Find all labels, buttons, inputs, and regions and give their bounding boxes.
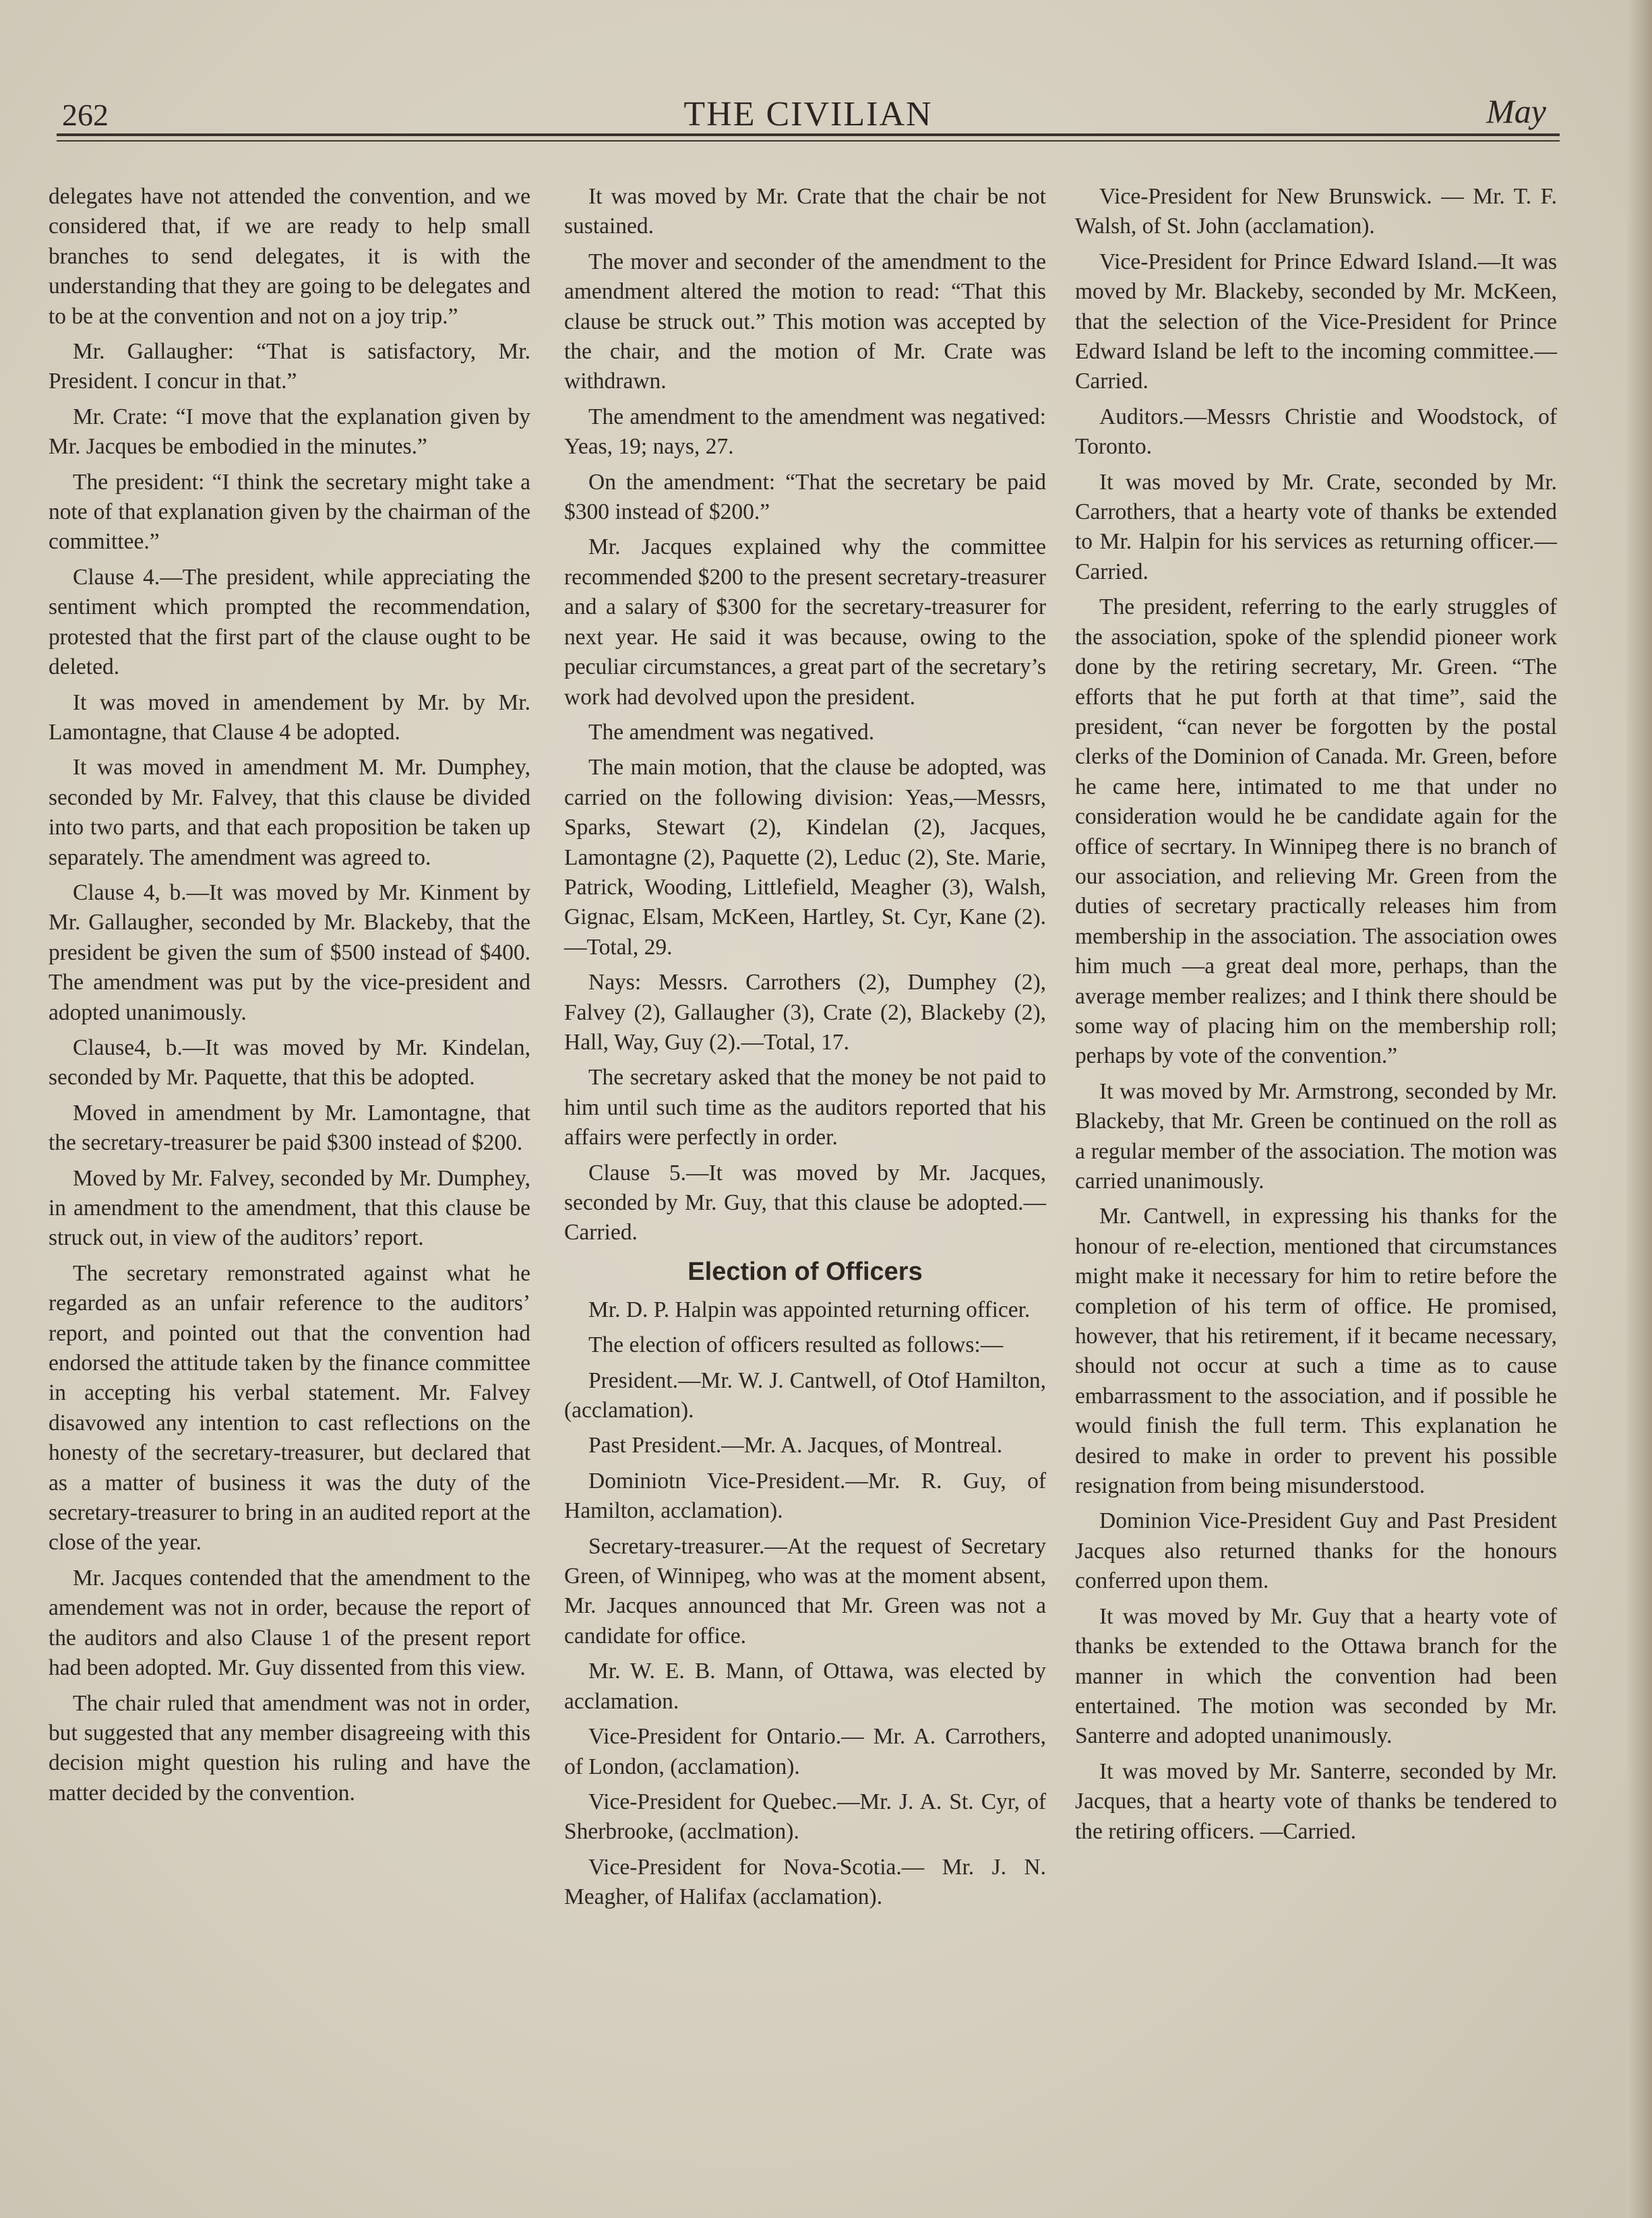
paragraph: Dominiotn Vice-President.—Mr. R. Guy, of Hamilton, acclamation). — [564, 1468, 1046, 1524]
paragraph: Vice-President for Prince Edward Island.—It was moved by Mr. Blackeby, seconded by Mr. McKeen, that the selection of the Vice-President for Prince Edward Island be left to the incoming committee.—Carried. — [1075, 249, 1557, 394]
paragraph: The president, referring to the early struggles of the association, spoke of the splendid pioneer work done by the retiring secretary, Mr. Green. “The efforts that he put forth at that time”, said the president, “can never be forgotten by the postal clerks of the Dominion of Canada. Mr. Green, before he came here, intimated to me that under no consideration would he be candidate again for the office of secrtary. In Winnipeg there is no branch of our association, and relieving Mr. Green from the duties of secretary practically releases him from membership in the association. The association owes him much —a great deal more, perhaps, than the average member realizes; and I think there should be some way of placing him on the membership roll; perhaps by vote of the convention.” — [1075, 594, 1557, 1069]
page-edge — [1626, 0, 1652, 2218]
paragraph: Clause 4, b.—It was moved by Mr. Kinment by Mr. Gallaugher, seconded by Mr. Blackeby, that the president be given the sum of $500 instead of $400. The amendment was put by the vice-president and adopted unanimously. — [49, 880, 530, 1025]
paragraph: The secretary remonstrated against what he regarded as an unfair reference to the auditors’ report, and pointed out that the convention had endorsed the attitude taken by the finance committee in accepting his verbal statement. Mr. Falvey disavowed any intention to cast reflections on the honesty of the secretary-treasurer, but declared that as a matter of business it was the duty of the secretary-treasurer to bring in an audited report at the close of the year. — [49, 1260, 530, 1555]
paragraph: Secretary-treasurer.—At the request of Secretary Green, of Winnipeg, who was at the moment absent, Mr. Jacques announced that Mr. Green was not a candidate for office. — [564, 1533, 1046, 1649]
paragraph: Vice-President for Quebec.—Mr. J. A. St. Cyr, of Sherbrooke, (acclmation). — [564, 1789, 1046, 1845]
paragraph: Clause 4.—The president, while appreciating the sentiment which prompted the recommendation, protested that the first part of the clause ought to be deleted. — [49, 564, 530, 680]
paragraph: Vice-President for New Brunswick. — Mr. T. F. Walsh, of St. John (acclamation). — [1075, 184, 1557, 239]
paragraph: Mr. W. E. B. Mann, of Ottawa, was elected by acclamation. — [564, 1659, 1046, 1714]
paragraph: Mr. Jacques contended that the amendment to the amendement was not in order, because the report of the auditors and also Clause 1 of the present report had been adopted. Mr. Guy dissented from this view. — [49, 1565, 530, 1681]
paragraph: Mr. D. P. Halpin was appointed returning officer. — [588, 1297, 1031, 1322]
paragraph: The election of officers resulted as follows:— — [588, 1332, 1004, 1358]
page-number: 262 — [62, 98, 109, 132]
paragraph: It was moved in amendment M. Mr. Dumphey, seconded by Mr. Falvey, that this clause be divided into two parts, and that each proposition be taken up separately. The amendment was agreed to. — [49, 755, 530, 870]
paragraph: Moved by Mr. Falvey, seconded by Mr. Dumphey, in amendment to the amendment, that this clause be struck out, in view of the auditors’ report. — [49, 1165, 530, 1251]
header-rule-thick — [57, 133, 1560, 136]
paragraph: Mr. Jacques explained why the committee recommended $200 to the present secretary-treasurer and a salary of $300 for the secretary-treasurer for next year. He said it was because, owing to the peculiar circumstances, a great part of the secretary’s work had devolved upon the president. — [564, 534, 1046, 710]
paragraph: Mr. Crate: “I move that the explanation given by Mr. Jacques be embodied in the minutes.” — [49, 404, 530, 460]
issue-month: May — [1486, 92, 1546, 130]
paragraph: Clause 5.—It was moved by Mr. Jacques, seconded by Mr. Guy, that this clause be adopted.—Carried. — [564, 1160, 1046, 1245]
paragraph: It was moved in amendement by Mr. by Mr. Lamontagne, that Clause 4 be adopted. — [49, 689, 530, 745]
paragraph: Mr. Gallaugher: “That is satisfactory, Mr. President. I concur in that.” — [49, 339, 530, 394]
paragraph: It was moved by Mr. Crate, seconded by Mr. Carrothers, that a hearty vote of thanks be extended to Mr. Halpin for his services as returning officer.—Carried. — [1075, 469, 1557, 584]
section-heading: Election of Officers — [687, 1257, 923, 1286]
header-rule-thin — [57, 140, 1560, 142]
paragraph: Vice-President for Ontario.— Mr. A. Carrothers, of London, (acclamation). — [564, 1724, 1046, 1779]
paragraph: The main motion, that the clause be adopted, was carried on the following division: Yeas,—Messrs, Sparks, Stewart (2), Kindelan (2), Jacques, Lamontagne (2), Paquette (2), Leduc (2), Ste. Marie, Patrick, Wooding, Littlefield, Meagher (3), Walsh, Gignac, Elsam, McKeen, Hartley, St. Cyr, Kane (2).—Total, 29. — [564, 755, 1046, 960]
paragraph: The secretary asked that the money be not paid to him until such time as the auditors reported that his affairs were perfectly in order. — [564, 1065, 1046, 1150]
paragraph: delegates have not attended the convention, and we considered that, if we are ready to help small branches to send delegates, it is with the understanding that they are going to be delegates and to be at the convention and not on a joy trip.” — [49, 184, 530, 329]
paragraph: Dominion Vice-President Guy and Past President Jacques also returned thanks for the honours conferred upon them. — [1075, 1508, 1557, 1594]
paragraph: Moved in amendment by Mr. Lamontagne, that the secretary-treasurer be paid $300 instead of $200. — [49, 1100, 530, 1156]
paragraph: The chair ruled that amendment was not in order, but suggested that any member disagreeing with this decision might question his ruling and have the matter decided by the convention. — [49, 1690, 530, 1806]
paragraph: The mover and seconder of the amendment to the amendment altered the motion to read: “That this clause be struck out.” This motion was accepted by the chair, and the motion of Mr. Crate was withdrawn. — [564, 249, 1046, 394]
paragraph: Clause4, b.—It was moved by Mr. Kindelan, seconded by Mr. Paquette, that this be adopted. — [49, 1035, 530, 1090]
paragraph: It was moved by Mr. Santerre, seconded by Mr. Jacques, that a hearty vote of thanks be tendered to the retiring officers. —Carried. — [1075, 1758, 1557, 1844]
column-1 — [49, 182, 530, 1814]
paragraph: President.—Mr. W. J. Cantwell, of Otof Hamilton, (acclamation). — [564, 1367, 1046, 1423]
paragraph: Nays: Messrs. Carrothers (2), Dumphey (2), Falvey (2), Gallaugher (3), Crate (2), Blackeby (2), Hall, Way, Guy (2).—Total, 17. — [564, 970, 1046, 1055]
paragraph: On the amendment: “That the secretary be paid $300 instead of $200.” — [564, 469, 1046, 525]
paragraph: Past President.—Mr. A. Jacques, of Montreal. — [588, 1433, 1003, 1458]
paragraph: Mr. Cantwell, in expressing his thanks for the honour of re-election, mentioned that circumstances might make it necessary for him to retire before the completion of his term of office. He promised, however, that his retirement, if it became necessary, should not occur at such a time as to cause embarrassment to the association, and if possible he would finish the full term. This explanation he desired to make in order to prevent his possible resignation from being misunderstood. — [1075, 1204, 1557, 1499]
paragraph: It was moved by Mr. Armstrong, seconded by Mr. Blackeby, that Mr. Green be continued on the roll as a regular member of the association. The motion was carried unanimously. — [1075, 1078, 1557, 1194]
paragraph: The amendment to the amendment was negatived: Yeas, 19; nays, 27. — [564, 404, 1046, 460]
column-3 — [1075, 182, 1557, 1852]
paragraph: Vice-President for Nova-Scotia.— Mr. J. N. Meagher, of Halifax (acclamation). — [564, 1854, 1046, 1910]
paragraph: It was moved by Mr. Guy that a hearty vote of thanks be extended to the Ottawa branch for the manner in which the convention had been entertained. The motion was seconded by Mr. Santerre and adopted unanimously. — [1075, 1603, 1557, 1749]
journal-title: THE CIVILIAN — [683, 95, 933, 133]
paragraph: It was moved by Mr. Crate that the chair be not sustained. — [564, 184, 1046, 239]
paragraph: The president: “I think the secretary might take a note of that explanation given by the chairman of the committee.” — [49, 469, 530, 555]
paragraph: The amendment was negatived. — [588, 719, 875, 745]
paragraph: Auditors.—Messrs Christie and Woodstock, of Toronto. — [1075, 404, 1557, 460]
column-2 — [564, 182, 1046, 1918]
